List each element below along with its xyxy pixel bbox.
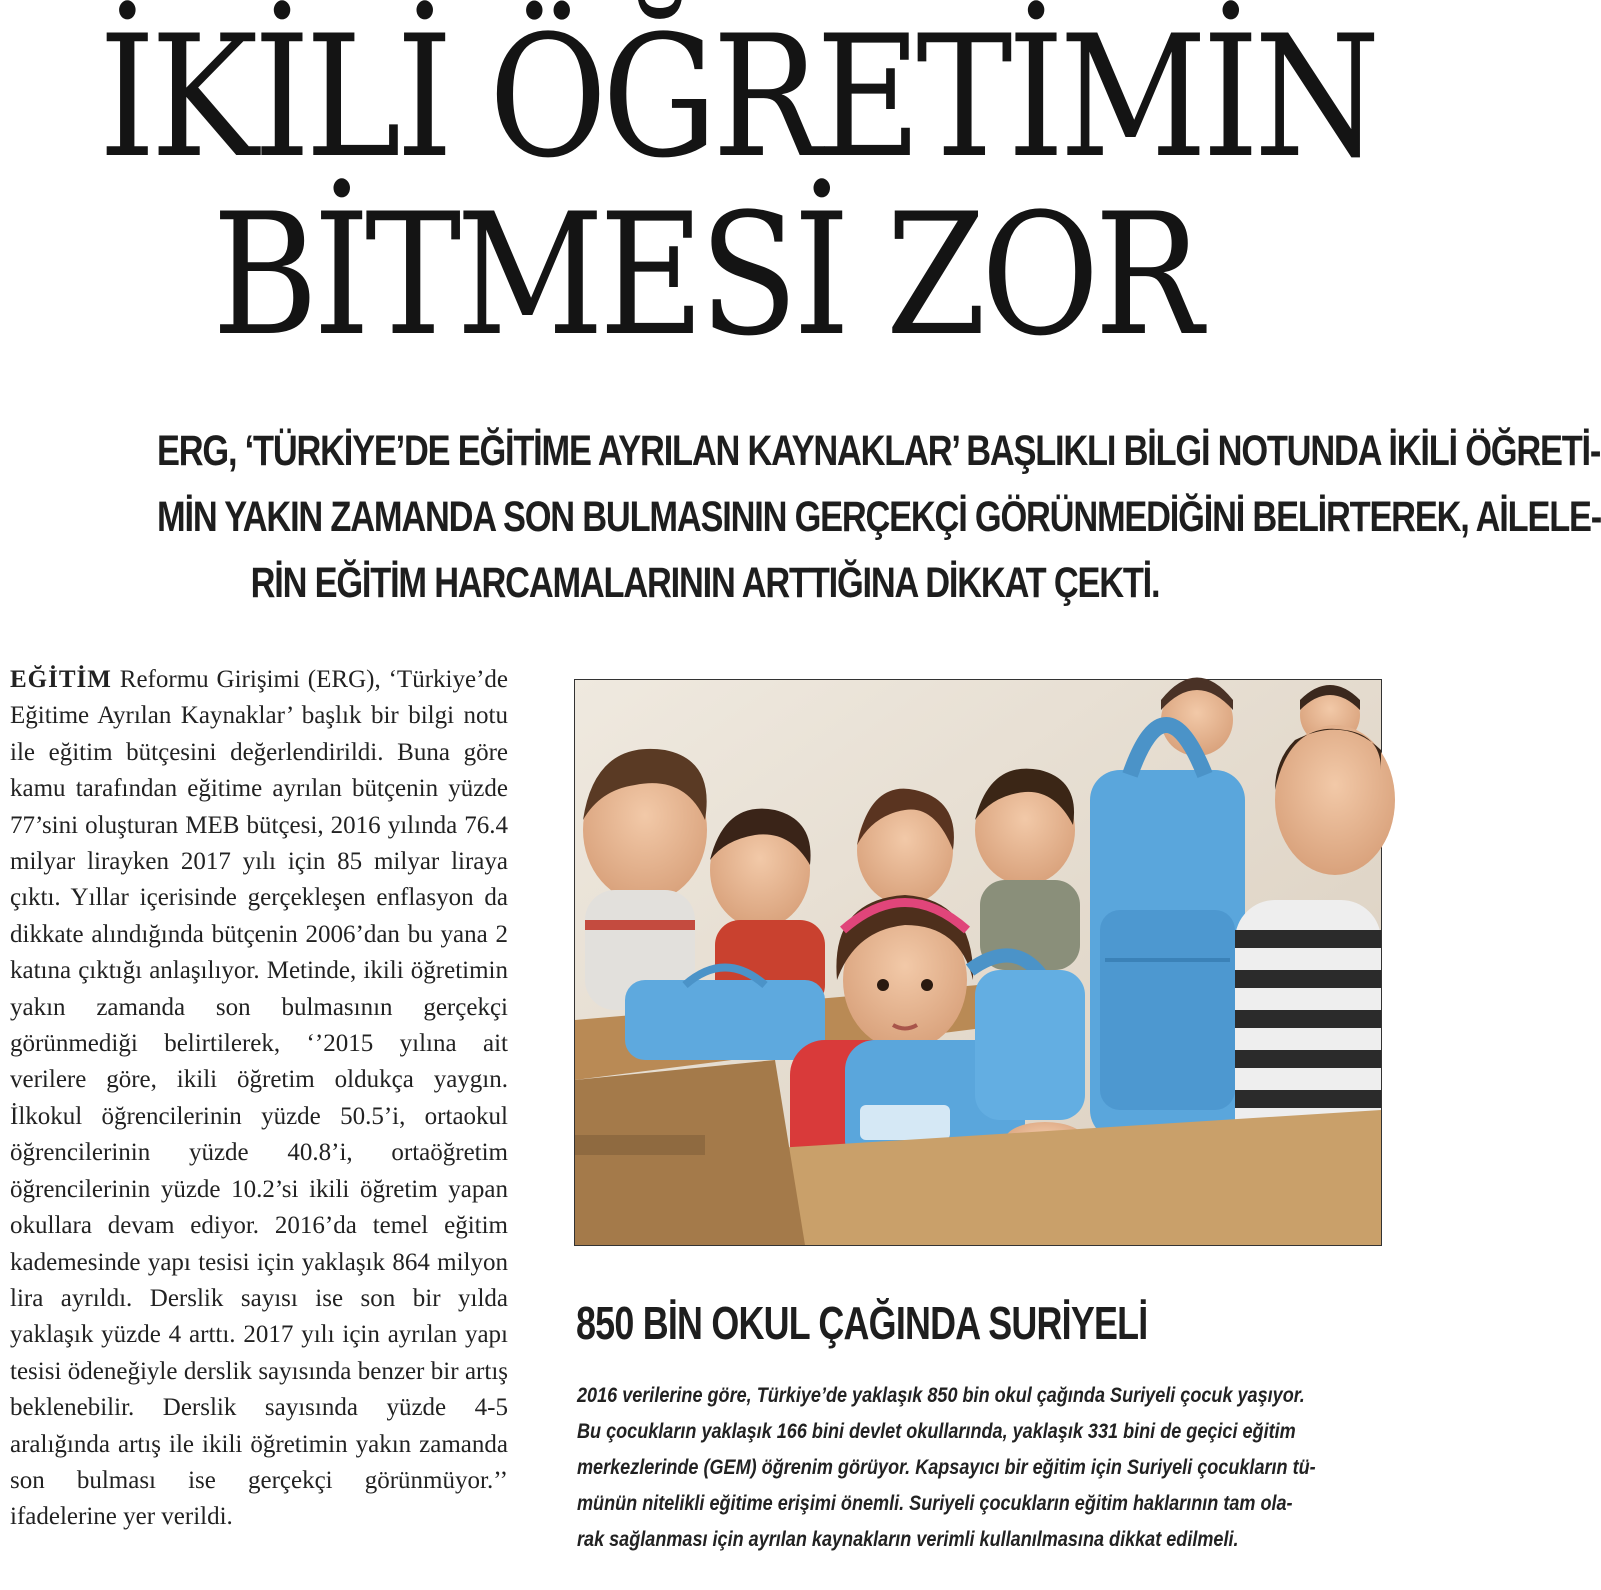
sidebar-subhead: 850 BİN OKUL ÇAĞINDA SURİYELİ xyxy=(576,1297,1148,1349)
caption-line-2: Bu çocukların yaklaşık 166 bini devlet okullarında, yaklaşık 331 bini de geçici eğitim xyxy=(577,1420,1296,1443)
headline xyxy=(0,0,1410,373)
caption-line-4: münün nitelikli eğitime erişimi önemli. Suriyeli çocukların eğitim haklarının tam ola- xyxy=(577,1492,1293,1515)
headline-line-2: BİTMESİ ZOR xyxy=(212,177,1198,373)
deck-line-3: RİN EĞİTİM HARCAMALARININ ARTTIĞINA DİKKAT ÇEKTİ. xyxy=(250,559,1160,607)
caption-line-1: 2016 verilerine göre, Türkiye’de yaklaşık 850 bin okul çağında Suriyeli çocuk yaşıyor. xyxy=(577,1384,1305,1407)
article-body xyxy=(10,662,508,1536)
classroom-photo xyxy=(574,679,1382,1246)
deck-line-1: ERG, ‘TÜRKİYE’DE EĞİTİME AYRILAN KAYNAKLAR’ BAŞLIKLI BİLGİ NOTUNDA İKİLİ ÖĞRETİ- xyxy=(157,427,1601,475)
caption-line-3: merkezlerinde (GEM) öğrenim görüyor. Kapsayıcı bir eğitim için Suriyeli çocukların tü- xyxy=(577,1456,1316,1479)
sidebar-caption xyxy=(577,1378,1385,1558)
article-text: Reformu Girişimi (ERG), ‘Türkiye’de Eğitime Ayrılan Kaynaklar’ başlık bir bilgi notu ile eğitim bütçesini değerlendirildi. Buna göre kamu tarafından eğitime ayrılan bütçenin yüzde 77’sini oluşturan MEB bütçesi, 2016 yılında 76.4 milyar lirayken 2017 yılı için 85 milyar liraya çıktı. Yıllar içerisinde gerçekleşen enflasyon da dikkate alındığında bütçenin 2006’dan bu yana 2 katına çıktığı anlaşılıyor. Metinde, ikili öğretimin yakın zamanda son bulmasının gerçekçi görünmediği belirtilerek, ‘’2015 yılına ait verilere göre, ikili öğretim oldukça yaygın. İlkokul öğrencilerinin yüzde 50.5’i, ortaokul öğrencilerinin yüzde 40.8’i, ortaöğretim öğrencilerinin yüzde 10.2’si ikili öğretim yapan okullara devam ediyor. 2016’da temel eğitim kademesinde yapı tesisi için yaklaşık 864 milyon lira ayrıldı. Derslik sayısı ise son bir yılda yaklaşık yüzde 4 arttı. 2017 yılı için ayrılan yapı tesisi ödeneğiyle derslik sayısında benzer bir artış beklenebilir. Derslik sayısında yüzde 4-5 aralığında artış ile ikili öğretimin yakın zamanda son bulması ise gerçekçi görünmüyor.’’ ifadelerine yer verildi. xyxy=(10,666,508,1531)
deck-line-2: MİN YAKIN ZAMANDA SON BULMASININ GERÇEKÇİ GÖRÜNMEDİĞİNİ BELİRTEREK, AİLELE- xyxy=(157,493,1601,541)
headline-line-1: İKİLİ ÖĞRETİMİN xyxy=(98,0,1376,195)
classroom-illustration xyxy=(575,680,1381,1245)
deck-subtitle xyxy=(20,418,1601,616)
caption-line-5: rak sağlanması için ayrılan kaynakların verimli kullanılmasına dikkat edilmeli. xyxy=(577,1528,1239,1551)
article-lead-word: EĞİTİM xyxy=(10,666,112,693)
